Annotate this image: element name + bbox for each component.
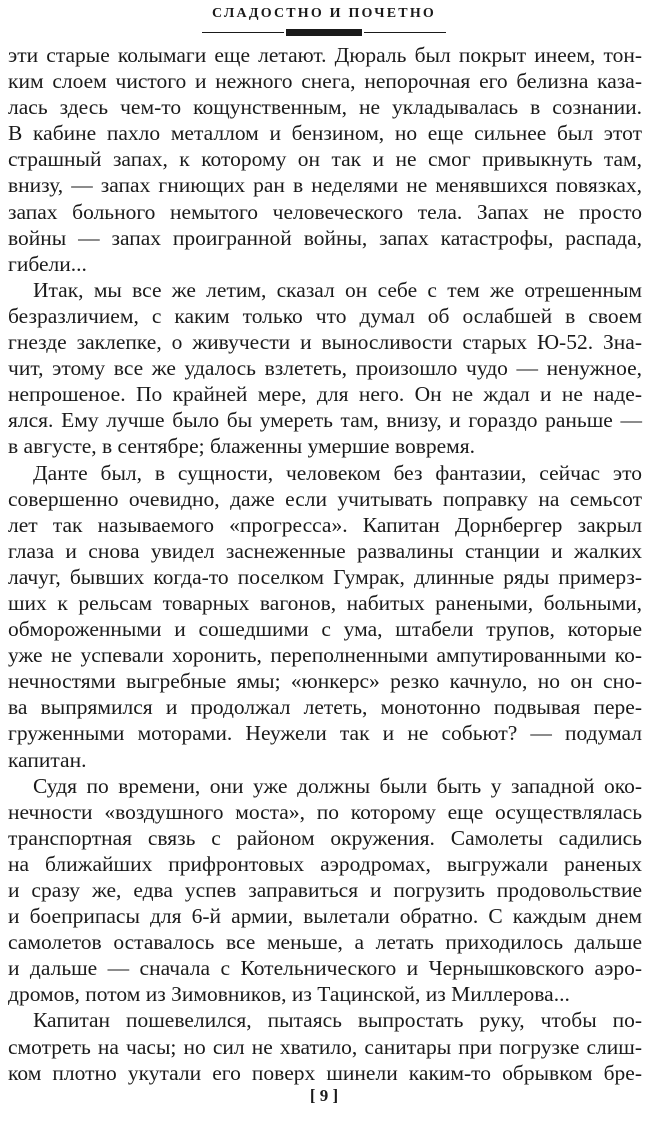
text-line: лет так называемого «прогресса». Капитан Дорнбергер закрыл (8, 512, 642, 537)
text-line: и дальше — сначала с Котельнического и Чернышковского аэро- (8, 956, 642, 981)
text-line: глаза и снова увидел заснеженные развалины станции и жалких (8, 538, 642, 563)
text-line: внизу, — запах гниющих ран в неделями не менявшихся повязках, (8, 173, 642, 198)
text-line: на ближайших прифронтовых аэродромах, выгружали раненых (8, 851, 642, 876)
text-line: ком плотно укутали его поверх шинели каким-то обрывком бре- (8, 1060, 642, 1085)
text-line: эти старые колымаги еще летают. Дюраль был покрыт инеем, тон- (8, 43, 642, 67)
text-line: лась здесь чем-то кощунственным, не укладывалась в сознании. (8, 95, 642, 120)
text-line: ших к рельсам товарных вагонов, набитых ранеными, больными, (8, 590, 642, 615)
text-line: гнезде заклепке, о живучести и выносливости старых Ю-52. Зна- (8, 330, 642, 355)
page-number: [ 9 ] (309, 1086, 339, 1105)
ornament-thick-center (286, 29, 362, 36)
text-line: запах больного немытого человеческого тела. Запах не просто (8, 199, 642, 224)
text-line: войны — запах проигранной войны, запах катастрофы, распада, (8, 225, 642, 250)
text-line: и боеприпасы для 6-й армии, вылетали обратно. С каждым днем (8, 904, 642, 929)
text-line: транспортная связь с районом окружения. Самолеты садились (8, 825, 642, 850)
ornament-thin-left (202, 32, 284, 33)
text-line: страшный запах, к которому он так и не смог привыкнуть там, (8, 147, 642, 172)
text-line: Итак, мы все же летим, сказал он себе с тем же отрешенным (33, 277, 642, 302)
running-title: СЛАДОСТНО И ПОЧЕТНО (211, 6, 437, 21)
text-line: в августе, в сентябре; блаженны умершие вовремя. (8, 434, 476, 459)
text-line: Судя по времени, они уже должны были быть у западной око- (33, 773, 642, 798)
text-line: нечности «воздушного моста», по которому еще осуществлялась (8, 799, 642, 824)
text-line: В кабине пахло металлом и бензином, но еще сильнее был этот (8, 121, 642, 146)
text-line: гибели... (8, 251, 87, 276)
text-line: безразличием, с каким только что думал об ослабшей в своем (8, 303, 642, 328)
text-line: Капитан пошевелился, пытаясь выпростать руку, чтобы по- (33, 1008, 642, 1033)
text-line: и сразу же, едва успев заправиться и погрузить продовольствие (8, 878, 642, 902)
text-line: капитан. (8, 747, 87, 772)
text-line: ким слоем чистого и нежного снега, непорочная его белизна каза- (8, 69, 642, 94)
ornament-thin-right (364, 32, 446, 33)
text-line: обмороженными и сошедшими с ума, штабели трупов, которые (8, 617, 642, 642)
header-ornament-rule (0, 29, 648, 37)
text-line: самолетов оставалось все меньше, а летать приходилось дальше (8, 930, 642, 955)
text-line: дромов, потом из Зимовников, из Тацинской, из Миллерова... (8, 982, 570, 1007)
text-line: Данте был, в сущности, человеком без фантазии, сейчас это (33, 460, 642, 485)
text-line: смотреть на часы; но сил не хватило, санитары при погрузке слиш- (8, 1034, 642, 1059)
text-line: уже не успевали хоронить, переполненными ампутированными ко- (8, 643, 642, 668)
text-line: чит, этому все же удалось взлететь, произошло чудо — ненужное, (8, 356, 642, 381)
body-text (8, 42, 642, 1086)
text-line: нечностями выгребные ямы; «юнкерс» резко качнуло, но он сно- (8, 669, 642, 694)
text-line: груженными моторами. Неужели так и не собьют? — подумал (8, 721, 642, 746)
text-line: совершенно очевидно, даже если учитывать поправку на семьсот (8, 486, 642, 511)
text-line: непрошеное. По крайней мере, для него. Он не ждал и не наде- (8, 382, 642, 407)
text-line: ялся. Ему лучше было бы умереть там, внизу, и гораздо раньше — (8, 408, 642, 433)
text-line: лачуг, бывших когда-то поселком Гумрак, длинные ряды примерз- (8, 564, 642, 589)
text-line: ва выпрямился и продолжал лететь, монотонно подвывая пере- (8, 695, 642, 720)
